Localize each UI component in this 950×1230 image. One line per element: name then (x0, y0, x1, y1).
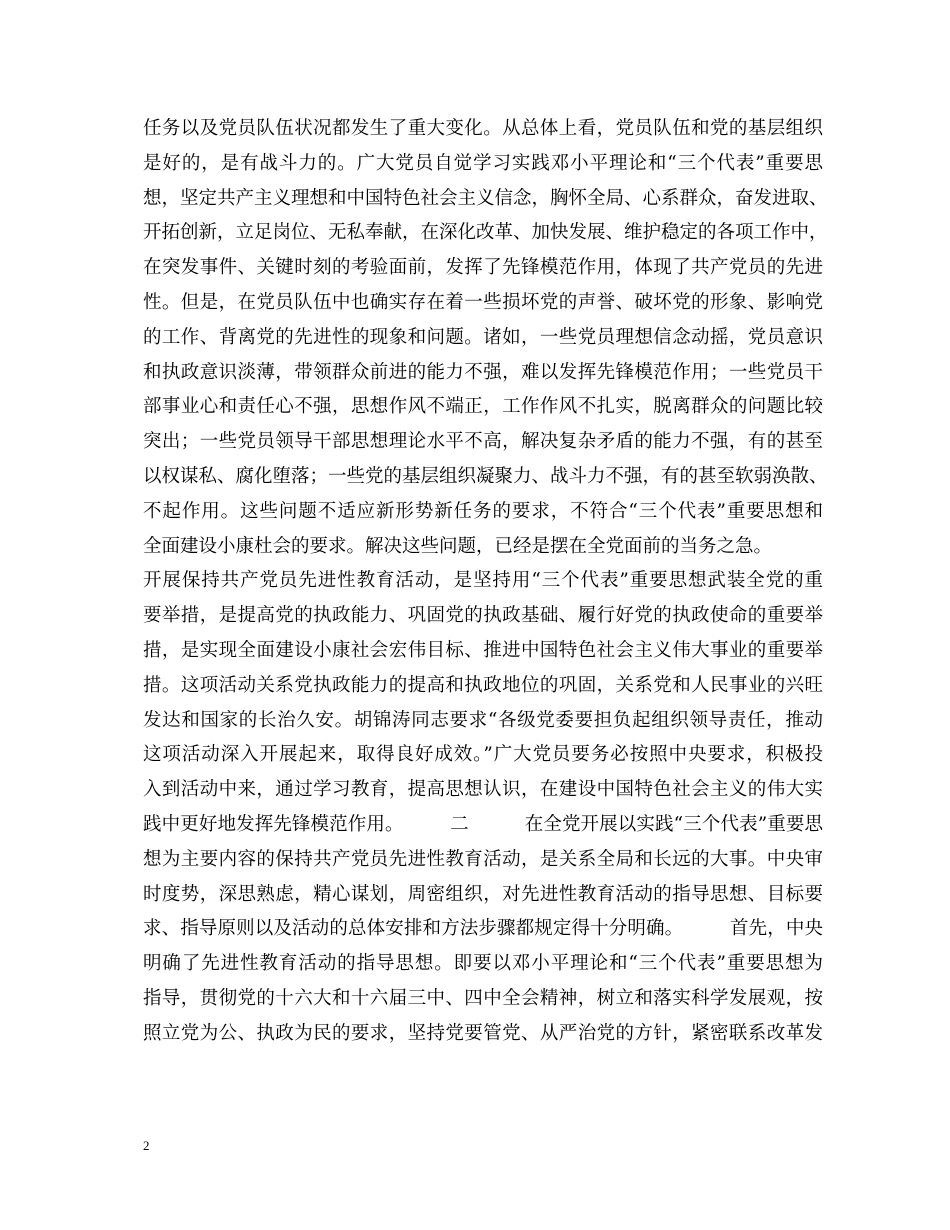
text-line: 在突发事件、关键时刻的考验面前，发挥了先锋模范作用，体现了共产党员的先进 (143, 257, 823, 279)
body-text (143, 112, 828, 1052)
text-line: 时度势，深思熟虑，精心谋划，周密组织，对先进性教育活动的指导思想、目标要 (143, 883, 823, 905)
text-line: 发达和国家的长治久安。胡锦涛同志要求“各级党委要担负起组织领导责任，推动 (143, 709, 823, 731)
text-line: 和执政意识淡薄，带领群众前进的能力不强，难以发挥先锋模范作用；一些党员干 (143, 361, 823, 383)
text-line: 明确了先进性教育活动的指导思想。即要以邓小平理论和“三个代表”重要思想为 (143, 953, 823, 975)
text-line: 想为主要内容的保持共产党员先进性教育活动，是关系全局和长远的大事。中央审 (143, 848, 823, 870)
text-line: 想，坚定共产主义理想和中国特色社会主义信念，胸怀全局、心系群众，奋发进取、 (143, 187, 828, 209)
text-line: 照立党为公、执政为民的要求，坚持党要管党、从严治党的方针，紧密联系改革发 (143, 1022, 823, 1044)
text-line: 部事业心和责任心不强，思想作风不端正，工作作风不扎实，脱离群众的问题比较 (143, 396, 823, 418)
text-line: 求、指导原则以及活动的总体安排和方法步骤都规定得十分明确。 首先，中央 (143, 918, 823, 940)
text-line: 不起作用。这些问题不适应新形势新任务的要求，不符合“三个代表”重要思想和 (143, 500, 823, 522)
text-line: 开拓创新，立足岗位、无私奉献，在深化改革、加快发展、维护稳定的各项工作中， (143, 222, 828, 244)
text-line: 开展保持共产党员先进性教育活动，是坚持用“三个代表”重要思想武装全党的重 (143, 570, 823, 592)
text-line: 的工作、背离党的先进性的现象和问题。诸如，一些党员理想信念动摇，党员意识 (143, 326, 823, 348)
text-line: 突出；一些党员领导干部思想理论水平不高，解决复杂矛盾的能力不强，有的甚至 (143, 431, 823, 453)
text-line: 措，是实现全面建设小康社会宏伟目标、推进中国特色社会主义伟大事业的重要举 (143, 639, 823, 661)
text-line: 任务以及党员队伍状况都发生了重大变化。从总体上看，党员队伍和党的基层组织 (143, 118, 823, 139)
text-line: 性。但是，在党员队伍中也确实存在着一些损坏党的声誉、破坏党的形象、影响党 (143, 291, 823, 313)
text-line: 入到活动中来，通过学习教育，提高思想认识，在建设中国特色社会主义的伟大实 (143, 779, 823, 801)
text-line: 这项活动深入开展起来，取得良好成效。”广大党员要务必按照中央要求，积极投 (143, 744, 823, 766)
text-line: 是好的，是有战斗力的。广大党员自觉学习实践邓小平理论和“三个代表”重要思 (143, 152, 823, 174)
text-line: 践中更好地发挥先锋模范作用。 二 在全党开展以实践“三个代表”重要思 (143, 813, 823, 835)
text-line: 全面建设小康杜会的要求。解决这些问题，已经是摆在全党面前的当务之急。 (143, 535, 773, 557)
text-line: 措。这项活动关系党执政能力的提高和执政地位的巩固，关系党和人民事业的兴旺 (143, 674, 823, 696)
text-line: 要举措，是提高党的执政能力、巩固党的执政基础、履行好党的执政使命的重要举 (143, 605, 823, 627)
page-number: 2 (143, 1138, 150, 1153)
text-line: 指导，贯彻党的十六大和十六届三中、四中全会精神，树立和落实科学发展观，按 (143, 987, 823, 1009)
text-line: 以权谋私、腐化堕落；一些党的基层组织凝聚力、战斗力不强，有的甚至软弱涣散、 (143, 465, 828, 487)
